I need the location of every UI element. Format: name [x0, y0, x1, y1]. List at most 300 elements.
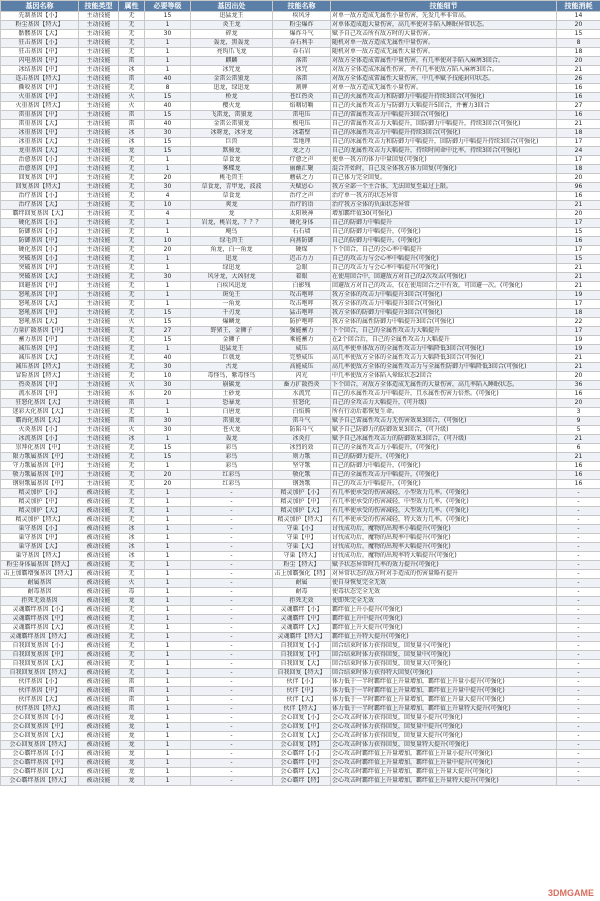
cell-attribute: 龙: [119, 723, 145, 732]
cell-gene-source: 巨兽: [191, 138, 273, 147]
cell-skill-name: 防护咆哮: [273, 318, 331, 327]
cell-skill-cost: 18: [557, 165, 600, 174]
table-row: [1, 84, 600, 93]
cell-skill-detail: 使自身恢复完全无效: [331, 579, 557, 588]
cell-skill-cost: 17: [557, 300, 600, 309]
cell-required-level: 1: [145, 606, 191, 615]
table-row: [1, 12, 600, 21]
cell-skill-detail: 我方全部一个主合体，无法回复至最过上限。: [331, 183, 557, 192]
cell-skill-name: 伙伴【大】: [273, 696, 331, 705]
cell-skill-type: 主动技能: [79, 57, 119, 66]
cell-gene-name: 狂怒化基因【大】: [1, 399, 79, 408]
cell-gene-name: 巢守基因【大】: [1, 543, 79, 552]
cell-gene-source: -: [191, 723, 273, 732]
cell-attribute: 无: [119, 30, 145, 39]
table-row: [1, 750, 600, 759]
cell-skill-cost: -: [557, 660, 600, 669]
cell-skill-type: 被动技能: [79, 768, 119, 777]
cell-required-level: 1: [145, 282, 191, 291]
cell-attribute: 冰: [119, 552, 145, 561]
cell-gene-name: 治愈基因【中】: [1, 165, 79, 174]
cell-skill-detail: 我方全体的属性防御力中幅提升3回合(可强化): [331, 318, 557, 327]
cell-skill-detail: 会心攻击时体力获得回复，回复量特大提升(可强化): [331, 741, 557, 750]
cell-skill-cost: 21: [557, 354, 600, 363]
cell-required-level: 1: [145, 489, 191, 498]
cell-skill-cost: -: [557, 633, 600, 642]
table-row: [1, 174, 600, 183]
cell-skill-detail: 治疗单一我方的状态异常: [331, 192, 557, 201]
cell-required-level: 1: [145, 777, 191, 786]
cell-attribute: 无: [119, 309, 145, 318]
cell-gene-name: 伙伴基因【小】: [1, 678, 79, 687]
cell-required-level: 40: [145, 102, 191, 111]
cell-skill-detail: 自己的龙属性攻击力大幅提升，持续时间命中比率，持续3回合(可强化): [331, 147, 557, 156]
table-row: [1, 318, 600, 327]
cell-required-level: 1: [145, 300, 191, 309]
cell-gene-name: 霸绊回复基因【大】: [1, 210, 79, 219]
cell-skill-detail: 对敌方全体造成雷属性中量伤害，有几率使对手陷入麻痹3回合。: [331, 57, 557, 66]
table-row: [1, 372, 600, 381]
cell-attribute: 龙: [119, 732, 145, 741]
cell-attribute: 无: [119, 408, 145, 417]
cell-skill-cost: 21: [557, 66, 600, 75]
cell-skill-type: 主动技能: [79, 183, 119, 192]
cell-gene-name: 龙重基因【大】: [1, 147, 79, 156]
cell-required-level: 1: [145, 669, 191, 678]
cell-gene-source: -: [191, 633, 273, 642]
cell-skill-type: 被动技能: [79, 678, 119, 687]
cell-skill-detail: 中几率使敌方全体陷入晕眩状态2回合: [331, 372, 557, 381]
cell-gene-source: 白疾风迅龙: [191, 282, 273, 291]
cell-skill-cost: 20: [557, 399, 600, 408]
cell-skill-cost: -: [557, 759, 600, 768]
cell-gene-name: 硬化基因【小】: [1, 219, 79, 228]
header-gene-source: 基因出处: [191, 1, 273, 12]
table-row: [1, 408, 600, 417]
cell-skill-cost: -: [557, 642, 600, 651]
table-row: [1, 552, 600, 561]
table-row: [1, 399, 600, 408]
cell-required-level: 1: [145, 759, 191, 768]
cell-skill-name: 耐毒: [273, 588, 331, 597]
table-row: [1, 264, 600, 273]
cell-skill-cost: -: [557, 750, 600, 759]
cell-skill-cost: 16: [557, 84, 600, 93]
cell-skill-type: 被动技能: [79, 489, 119, 498]
cell-skill-detail: 有几率使承受的伤害减轻，小型效力几率。(可强化): [331, 489, 557, 498]
cell-skill-name: 坚守歌: [273, 462, 331, 471]
cell-gene-name: 会心回复基因【小】: [1, 714, 79, 723]
cell-gene-source: 轰龙，黑轰龙: [191, 39, 273, 48]
cell-skill-name: 急眼: [273, 264, 331, 273]
cell-attribute: 龙: [119, 750, 145, 759]
cell-skill-type: 主动技能: [79, 201, 119, 210]
cell-skill-type: 被动技能: [79, 543, 119, 552]
cell-skill-type: 主动技能: [79, 30, 119, 39]
cell-attribute: 无: [119, 300, 145, 309]
table-header: [1, 1, 600, 12]
cell-gene-name: 冰流基因【小】: [1, 435, 79, 444]
cell-skill-detail: 有几率使承受的伤害减轻，中型效力几率。(可强化): [331, 498, 557, 507]
cell-skill-name: 击上加霸强化【特】: [274, 570, 329, 577]
cell-attribute: 无: [119, 462, 145, 471]
cell-skill-cost: 18: [557, 309, 600, 318]
cell-attribute: 冰: [119, 543, 145, 552]
cell-gene-name: 怒吼基因【大】: [1, 300, 79, 309]
cell-gene-source: -: [191, 768, 273, 777]
table-row: [1, 687, 600, 696]
table-row: [1, 165, 600, 174]
cell-skill-detail: 自己的防御力中幅提升: [331, 219, 557, 228]
cell-gene-name: 突破基因【中】: [1, 264, 79, 273]
table-row: [1, 516, 600, 525]
cell-skill-detail: 会心攻击时体力获得回复，回复量中提升(可强化): [331, 723, 557, 732]
table-row: [1, 102, 600, 111]
cell-attribute: 无: [119, 624, 145, 633]
cell-skill-type: 主动技能: [79, 390, 119, 399]
cell-required-level: 1: [145, 264, 191, 273]
cell-skill-name: 攻击咆哮: [273, 300, 331, 309]
cell-gene-source: 红彩鸟: [191, 480, 273, 489]
cell-gene-source: 桃毛兽王: [191, 174, 273, 183]
cell-skill-cost: -: [557, 723, 600, 732]
cell-skill-detail: 高几率使单体敌方的全属性攻击力中幅降低3回合(可强化): [331, 345, 557, 354]
cell-required-level: 1: [145, 219, 191, 228]
cell-attribute: 雷: [119, 687, 145, 696]
table-row: [1, 273, 600, 282]
table-row: [1, 327, 600, 336]
cell-gene-source: 崩碳龙: [191, 381, 273, 390]
cell-skill-type: 被动技能: [79, 516, 119, 525]
cell-gene-source: 爽龙: [191, 201, 273, 210]
table-row: [1, 111, 600, 120]
cell-skill-detail: 治疗我方全体的负面状态异常: [331, 201, 557, 210]
cell-gene-name: 硬化基因【小】: [1, 246, 79, 255]
cell-skill-type: 主动技能: [79, 318, 119, 327]
cell-skill-name: 猛击咆哮: [273, 309, 331, 318]
cell-skill-name: 自我回复【中】: [273, 651, 331, 660]
cell-attribute: 无: [119, 345, 145, 354]
table-row: [1, 480, 600, 489]
cell-skill-name: 精灵加护【中】: [273, 498, 331, 507]
cell-gene-source: 白唐龙: [191, 408, 273, 417]
cell-gene-source: 金狮子: [191, 336, 273, 345]
cell-required-level: 1: [145, 642, 191, 651]
cell-skill-type: 主动技能: [79, 399, 119, 408]
cell-skill-detail: 会心攻击时体力获得回复，回复量大提升(可强化): [331, 732, 557, 741]
cell-skill-name: 冰炎打: [273, 435, 331, 444]
cell-attribute: 无: [119, 21, 145, 30]
cell-gene-name: 粉尘基因【特大】: [1, 21, 79, 30]
cell-gene-name: 自我回复基因【小】: [1, 642, 79, 651]
table-row: [1, 75, 600, 84]
cell-skill-detail: 回合结束时体力获得回复，回复量大(可强化): [331, 660, 557, 669]
cell-skill-detail: 高几率使敌方全体的全属性攻击力与全属性防御力中幅降低3回合(可强化): [331, 363, 557, 372]
cell-gene-name: 雷重基因【大】: [1, 120, 79, 129]
cell-skill-name: 伙伴【中】: [273, 687, 331, 696]
cell-skill-name: 硬煤: [273, 246, 331, 255]
cell-attribute: 无: [119, 39, 145, 48]
table-row: [1, 507, 600, 516]
cell-attribute: 无: [119, 48, 145, 57]
cell-skill-cost: -: [557, 732, 600, 741]
table-row: [1, 192, 600, 201]
cell-skill-type: 主动技能: [79, 237, 119, 246]
cell-skill-name: 灵魂霸绊【小】: [273, 606, 331, 615]
cell-skill-name: 吞石利手: [273, 39, 331, 48]
cell-skill-name: 迟击力力: [273, 255, 331, 264]
table-row: [1, 138, 600, 147]
cell-skill-detail: 会心攻击时体力获得回复，回复量小提升(可强化): [331, 714, 557, 723]
cell-skill-cost: -: [557, 507, 600, 516]
cell-skill-cost: 18: [557, 129, 600, 138]
cell-skill-cost: 17: [557, 327, 600, 336]
cell-skill-name: 苍红热炎: [273, 93, 331, 102]
cell-skill-type: 被动技能: [79, 759, 119, 768]
cell-skill-type: 主动技能: [79, 273, 119, 282]
cell-skill-type: 被动技能: [79, 624, 119, 633]
cell-gene-source: 冰呀龙，冰牙龙: [191, 129, 273, 138]
table-row: [1, 714, 600, 723]
cell-skill-type: 主动技能: [79, 372, 119, 381]
cell-skill-name: 攻击咆哮: [273, 291, 331, 300]
cell-required-level: 1: [145, 705, 191, 714]
cell-skill-type: 主动技能: [79, 93, 119, 102]
cell-required-level: 30: [145, 183, 191, 192]
cell-gene-source: 迅龙: [191, 255, 273, 264]
table-row: [1, 606, 600, 615]
cell-attribute: 雷: [119, 705, 145, 714]
cell-gene-source: 彩鸟: [191, 462, 273, 471]
cell-gene-name: 精灵加护【大】: [1, 507, 79, 516]
cell-skill-name: 灵魂霸绊【大】: [273, 624, 331, 633]
cell-attribute: 无: [119, 363, 145, 372]
cell-attribute: 无: [119, 570, 145, 579]
cell-skill-cost: 21: [557, 201, 600, 210]
cell-gene-name: 精灵加护【中】: [1, 498, 79, 507]
cell-gene-name: 治疗基因【小】: [1, 192, 79, 201]
cell-attribute: 毒: [119, 588, 145, 597]
cell-skill-name: 石石墙: [273, 228, 331, 237]
cell-gene-name: 会心回复基因【特大】: [1, 741, 79, 750]
cell-skill-name: 天赋恩心: [273, 183, 331, 192]
cell-skill-cost: 21: [557, 120, 600, 129]
cell-skill-type: 主动技能: [79, 102, 119, 111]
cell-required-level: 1: [145, 597, 191, 606]
cell-skill-type: 主动技能: [79, 327, 119, 336]
cell-skill-type: 被动技能: [79, 525, 119, 534]
cell-skill-cost: 21: [557, 453, 600, 462]
table-row: [1, 777, 600, 786]
cell-skill-type: 被动技能: [79, 588, 119, 597]
cell-skill-detail: 自己的火属性攻击力与防御力大幅提升5回合，并蓄力3回合: [331, 102, 557, 111]
cell-skill-detail: 赋予自己雷属性攻击力无伤害效果3回合，(可强化): [331, 417, 557, 426]
table-row: [1, 39, 600, 48]
cell-skill-name: 会心霸绊【特】: [273, 777, 331, 786]
cell-skill-cost: 20: [557, 21, 600, 30]
cell-gene-name: 粉尘身体属基因【特大】: [1, 561, 79, 570]
cell-skill-name: 守巢【中】: [273, 534, 331, 543]
cell-skill-type: 主动技能: [79, 120, 119, 129]
cell-skill-type: 主动技能: [79, 444, 119, 453]
cell-skill-cost: -: [557, 624, 600, 633]
cell-skill-name: 守巢【小】: [273, 525, 331, 534]
cell-skill-name: 落雷: [273, 75, 331, 84]
cell-gene-name: 自我回复基因【特大】: [1, 669, 79, 678]
cell-gene-source: 绿迅龙: [191, 264, 273, 273]
cell-skill-name: 向燕防御: [273, 237, 331, 246]
cell-skill-detail: 在2个回合后，自己的全属性攻击力大幅提升: [331, 336, 557, 345]
cell-skill-type: 主动技能: [79, 39, 119, 48]
cell-skill-type: 主动技能: [79, 255, 119, 264]
cell-skill-detail: 体力低于一半时霸绊值上升量增加，霸绊值上升量中提升(可强化): [331, 687, 557, 696]
cell-required-level: 1: [145, 570, 191, 579]
table-row: [1, 489, 600, 498]
cell-attribute: 火: [119, 318, 145, 327]
cell-skill-type: 被动技能: [79, 750, 119, 759]
cell-attribute: 冰: [119, 525, 145, 534]
cell-gene-source: -: [191, 588, 273, 597]
cell-skill-name: 自我回复【特大】: [273, 669, 331, 678]
cell-gene-source: 千刃龙: [191, 309, 273, 318]
cell-gene-name: 连击基因【特大】: [1, 75, 79, 84]
cell-skill-detail: 增加霸绊值30(可强化): [331, 210, 557, 219]
cell-gene-source: 红彩鸟: [191, 471, 273, 480]
cell-gene-name: 回避基因【中】: [1, 282, 79, 291]
cell-skill-detail: 回合结束时体力获得回复，回复量小(可强化): [331, 642, 557, 651]
cell-attribute: 无: [119, 489, 145, 498]
table-row: [1, 201, 600, 210]
cell-required-level: 20: [145, 471, 191, 480]
cell-gene-name: 流水基因【中】: [1, 390, 79, 399]
cell-skill-cost: 36: [557, 381, 600, 390]
cell-required-level: 1: [145, 525, 191, 534]
cell-skill-cost: 18: [557, 48, 600, 57]
cell-required-level: 15: [145, 111, 191, 120]
cell-skill-name: 伙伴【特大】: [273, 705, 331, 714]
cell-gene-name: 巢守基因【小】: [1, 525, 79, 534]
cell-skill-type: 被动技能: [79, 723, 119, 732]
cell-gene-source: -: [191, 579, 273, 588]
cell-skill-detail: 讨伐成功后，魔物的出现率小幅提升(可强化): [331, 525, 557, 534]
table-row: [1, 354, 600, 363]
cell-attribute: 无: [119, 246, 145, 255]
cell-attribute: 无: [119, 633, 145, 642]
cell-skill-type: 主动技能: [79, 210, 119, 219]
cell-skill-name: 精灵加护【特大】: [273, 516, 331, 525]
cell-skill-detail: 我方全体的防御力中幅提升3回合(可强化): [331, 309, 557, 318]
cell-skill-name: 自我回复【大】: [273, 660, 331, 669]
cell-gene-name: 迷彩大化基因【大】: [1, 408, 79, 417]
cell-skill-cost: -: [557, 651, 600, 660]
cell-skill-detail: 下个回合，自己的会心率中幅提升: [331, 246, 557, 255]
cell-skill-cost: 26: [557, 75, 600, 84]
cell-skill-name: 白影残: [273, 282, 331, 291]
cell-gene-source: -: [191, 624, 273, 633]
cell-skill-type: 主动技能: [79, 156, 119, 165]
cell-skill-detail: 对敌方全体造成冰属性伤害，并有几率使敌方陷入麻痹3回合。: [331, 66, 557, 75]
cell-required-level: 1: [145, 633, 191, 642]
cell-gene-name: 崇拜化基因【中】: [1, 444, 79, 453]
cell-attribute: 无: [119, 156, 145, 165]
cell-skill-detail: 对敌方全体造成雷属性大量伤害，中几率赋予技能封印状态。: [331, 75, 557, 84]
cell-skill-type: 被动技能: [79, 534, 119, 543]
cell-skill-cost: -: [557, 705, 600, 714]
cell-attribute: 无: [119, 264, 145, 273]
cell-gene-name: 突破基因【大】: [1, 273, 79, 282]
table-row: [1, 390, 600, 399]
cell-required-level: 1: [145, 255, 191, 264]
cell-skill-name: 极电压: [273, 120, 331, 129]
cell-skill-cost: -: [557, 489, 600, 498]
cell-skill-type: 主动技能: [79, 291, 119, 300]
cell-skill-cost: 21: [557, 435, 600, 444]
cell-skill-cost: 20: [557, 174, 600, 183]
cell-skill-cost: -: [557, 768, 600, 777]
cell-attribute: 火: [119, 93, 145, 102]
cell-skill-type: 主动技能: [79, 246, 119, 255]
table-row: [1, 228, 600, 237]
cell-required-level: 1: [145, 516, 191, 525]
cell-skill-cost: -: [557, 588, 600, 597]
cell-gene-source: -: [191, 714, 273, 723]
cell-required-level: 1: [145, 291, 191, 300]
cell-skill-name: 会心回复【大】: [273, 732, 331, 741]
cell-skill-name: 精灵加护【大】: [273, 507, 331, 516]
cell-gene-name: 巢守基因【中】: [1, 534, 79, 543]
cell-skill-cost: 17: [557, 219, 600, 228]
cell-attribute: 雷: [119, 120, 145, 129]
cell-skill-detail: 自己的水属性攻击力中幅提升，且水属性伤害力倍然。(可强化): [331, 390, 557, 399]
cell-skill-type: 主动技能: [79, 147, 119, 156]
cell-gene-name: 防御基因【小】: [1, 228, 79, 237]
cell-skill-cost: 19: [557, 291, 600, 300]
cell-skill-detail: 下个回合，自己的全属性攻击力大幅提升: [331, 327, 557, 336]
cell-gene-source: 金雷公雷狼龙: [191, 120, 273, 129]
cell-skill-type: 主动技能: [79, 363, 119, 372]
cell-skill-type: 主动技能: [79, 174, 119, 183]
table-row: [1, 471, 600, 480]
cell-required-level: 20: [145, 174, 191, 183]
cell-skill-cost: -: [557, 687, 600, 696]
cell-skill-type: 主动技能: [79, 453, 119, 462]
cell-skill-detail: 回合结束时体力获得回复，回复量中(可强化): [331, 651, 557, 660]
cell-skill-cost: 5: [557, 426, 600, 435]
cell-required-level: 40: [145, 354, 191, 363]
cell-attribute: 无: [119, 84, 145, 93]
cell-skill-detail: 自己的全攻击力大幅提升，(可升级): [331, 399, 557, 408]
cell-required-level: 4: [145, 210, 191, 219]
cell-gene-source: 亮钩爪飞龙: [191, 48, 273, 57]
cell-gene-source: 迅猛龙王: [191, 12, 273, 21]
cell-required-level: 1: [145, 660, 191, 669]
cell-skill-type: 主动技能: [79, 165, 119, 174]
cell-skill-cost: 14: [557, 12, 600, 21]
cell-skill-detail: 有几率使承受的伤害减轻，大型效力几率。(可强化): [331, 507, 557, 516]
cell-gene-name: 自我回复基因【大】: [1, 660, 79, 669]
cell-attribute: 无: [119, 660, 145, 669]
cell-skill-cost: 19: [557, 345, 600, 354]
cell-gene-name: 回复基因【中】: [1, 174, 79, 183]
cell-gene-source: 一角龙: [191, 300, 273, 309]
cell-skill-detail: 使即死完全无效: [331, 597, 557, 606]
cell-attribute: 无: [119, 327, 145, 336]
cell-skill-detail: 高几率使敌方全体的全属性攻击力大幅降低3回合(可强化): [331, 354, 557, 363]
cell-skill-detail: 霸绊值上升中提升(可强化): [331, 615, 557, 624]
cell-required-level: 10: [145, 372, 191, 381]
cell-attribute: 无: [119, 192, 145, 201]
cell-gene-name: 限力歌属基因【中】: [1, 453, 79, 462]
